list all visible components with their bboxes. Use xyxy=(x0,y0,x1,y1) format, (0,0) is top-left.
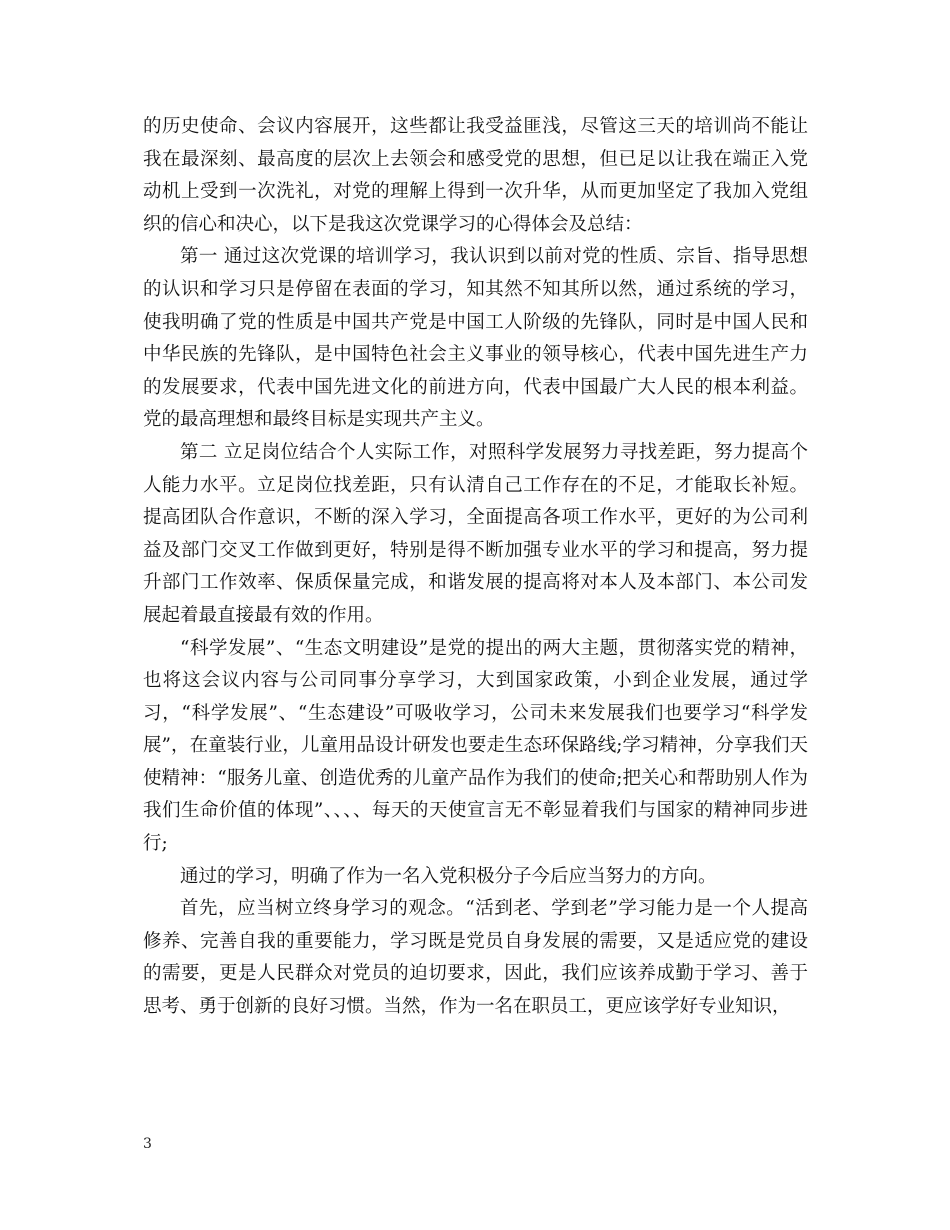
paragraph-continuation: 的历史使命、会议内容展开，这些都让我受益匪浅，尽管这三天的培训尚不能让我在最深刻、最高度的层次上去领会和感受党的思想，但已足以让我在端正入党动机上受到一次洗礼，对党的理解上得到一次升华，从而更加坚定了我加入党组织的信心和决心，以下是我这次党课学习的心得体会及总结： xyxy=(143,116,808,235)
paragraph-lifelong-learning: 首先，应当树立终身学习的观念。“活到老、学到老”学习能力是一个人提高修养、完善自我的重要能力，学习既是党员自身发展的需要，又是适应党的建设的需要，更是人民群众对党员的迫切要求，因此，我们应该养成勤于学习、善于思考、勇于创新的良好习惯。当然，作为一名在职员工，更应该学好专业知识， xyxy=(143,898,808,1018)
page-number: 3 xyxy=(143,1136,152,1152)
paragraph-first-point: 第一 通过这次党课的培训学习，我认识到以前对党的性质、宗旨、指导思想的认识和学习只是停留在表面的学习，知其然不知其所以然，通过系统的学习，使我明确了党的性质是中国共产党是中国工人阶级的先锋队，同时是中国人民和中华民族的先锋队，是中国特色社会主义事业的领导核心，代表中国先进生产力的发展要求，代表中国先进文化的前进方向，代表中国最广大人民的根本利益。党的最高理想和最终目标是实现共产主义。 xyxy=(143,246,808,431)
document-body xyxy=(143,111,808,1024)
paragraph-direction: 通过的学习，明确了作为一名入党积极分子今后应当努力的方向。 xyxy=(180,865,717,887)
paragraph-second-point: 第二 立足岗位结合个人实际工作，对照科学发展努力寻找差距，努力提高个人能力水平。立足岗位找差距，只有认清自己工作存在的不足，才能取长补短。提高团队合作意识，不断的深入学习，全面提高各项工作水平，更好的为公司利益及部门交叉工作做到更好，特别是得不断加强专业水平的学习和提高，努力提升部门工作效率、保质保量完成，和谐发展的提高将对本人及本部门、本公司发展起着最直接最有效的作用。 xyxy=(143,441,808,626)
paragraph-scientific-development: “科学发展”、“生态文明建设”是党的提出的两大主题，贯彻落实党的精神，也将这会议内容与公司同事分享学习，大到国家政策，小到企业发展，通过学习，“科学发展”、“生态建设”可吸收学习，公司未来发展我们也要学习“科学发展”，在童装行业，儿童用品设计研发也要走生态环保路线;学习精神，分享我们天使精神：“服务儿童、创造优秀的儿童产品作为我们的使命;把关心和帮助别人作为我们生命价值的体现”、、、、每天的天使宣言无不彰显着我们与国家的精神同步进行; xyxy=(143,637,808,855)
